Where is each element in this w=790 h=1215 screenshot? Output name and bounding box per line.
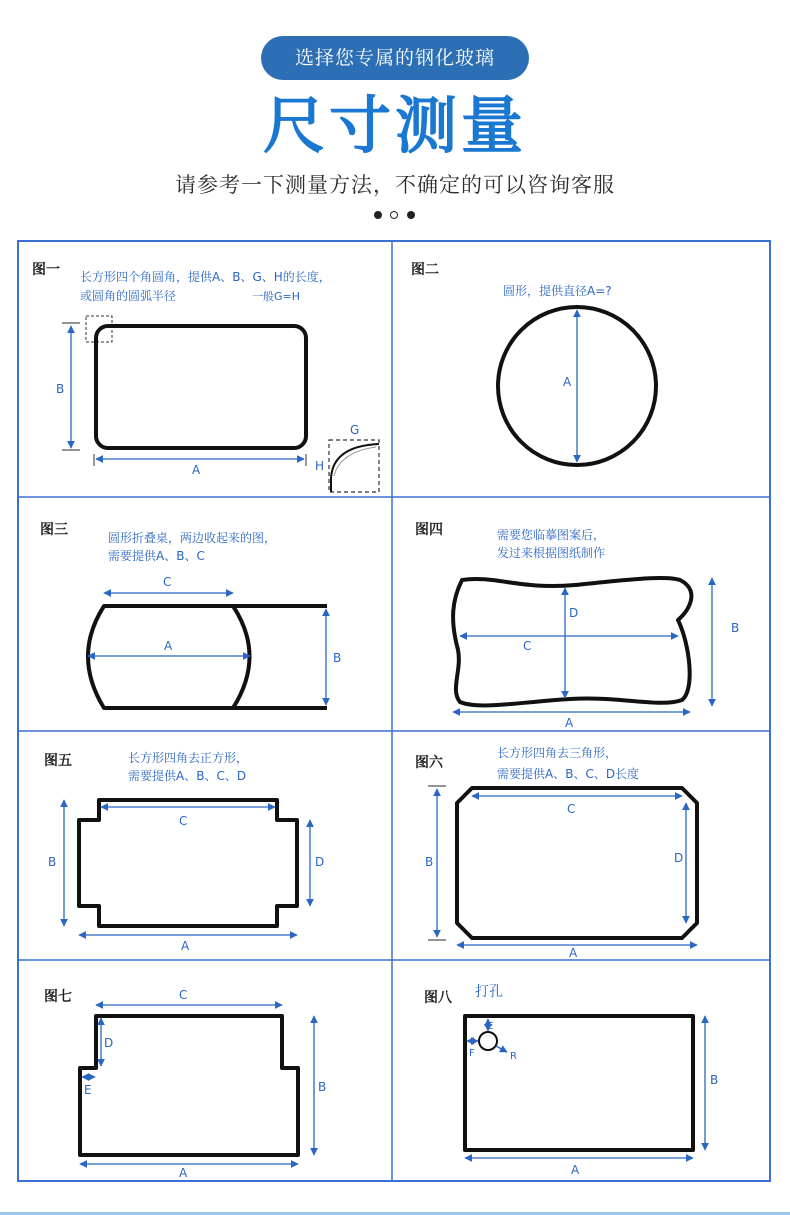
dimension-a-label: A [181,939,190,953]
drilled-panel-shape [465,1016,693,1150]
dimension-b-label: B [333,651,342,665]
panel-note-extra: 一般G=H [252,290,301,303]
dimension-a-label: A [565,716,574,730]
dimension-c-label: C [179,814,188,828]
panel-4 [415,521,739,730]
dimension-d-label: D [674,851,684,865]
dimension-a-label: A [192,463,201,477]
chamfered-rectangle-shape [457,788,697,938]
folding-table-shape [88,606,250,708]
header-pill: 选择您专属的钢化玻璃 [261,36,529,80]
panel-note: 需要提供A、B、C、D长度 [497,767,640,781]
page-subtitle: 请参考一下测量方法，不确定的可以咨询客服 [175,173,615,197]
panel-note: 需要提供A、B、C、D [128,769,247,783]
panel-6 [415,745,697,960]
rounded-rectangle-shape [96,326,306,448]
panel-label: 图五 [44,753,72,769]
dimension-d-label: D [569,606,579,620]
drill-hole-shape [479,1032,497,1050]
panel-label: 图七 [44,989,72,1005]
dimension-b-label: B [710,1073,719,1087]
dimension-a-label: A [569,946,578,960]
panel-8 [424,983,718,1177]
panel-7 [44,988,326,1180]
panel-label: 图八 [424,990,452,1006]
panel-note: 圆形，提供直径A=? [503,284,612,298]
dimension-c-label: C [163,575,172,589]
panel-note: 长方形四个角圆角，提供A、B、G、H的长度， [80,270,331,284]
panel-2 [411,261,656,465]
panel-3 [40,521,341,708]
corner-zoom-shape [331,444,379,492]
dimension-b-label: B [731,621,740,635]
dimension-a-label: A [164,639,173,653]
notched-rectangle-shape [79,800,297,926]
panel-note: 或圆角的圆弧半径 [80,289,177,303]
panel-note: 发过来根据图纸制作 [497,546,606,560]
dimension-r-arrow [496,1046,507,1052]
dimension-b-label: B [425,855,434,869]
panel-note: 需要提供A、B、C [108,549,205,563]
dimension-b-label: B [48,855,57,869]
panel-note: 需要您临摹图案后， [497,528,606,542]
dimension-a-label: A [571,1163,580,1177]
dimension-e-label: E [84,1083,92,1097]
dimension-f-label: F [469,1048,475,1059]
panel-1 [32,261,379,492]
panel-label: 图六 [415,755,443,771]
free-form-shape [453,578,691,706]
dimension-d-label: D [104,1036,114,1050]
dimension-r-label: R [510,1051,517,1062]
panel-label: 图一 [32,262,60,278]
dimension-b-label: B [318,1080,327,1094]
dimension-e-label: E [487,1021,494,1032]
dimension-d-label: D [315,855,325,869]
dimension-b-label: B [56,382,65,396]
dimension-h-label: H [315,459,325,473]
panel-note: 圆形折叠桌，两边收起来的图， [108,531,277,545]
dimension-a-label: A [563,375,572,389]
panel-note: 打孔 [475,984,503,1000]
dimension-g-label: G [350,423,360,437]
dimension-a-label: A [179,1166,188,1180]
panel-label: 图二 [411,262,439,278]
dimension-c-label: C [567,802,576,816]
panel-note: 长方形四角去三角形， [497,746,618,760]
folding-table-leaf [233,606,327,708]
dimension-c-label: C [179,988,188,1002]
panel-note: 长方形四角去正方形， [128,751,249,765]
panel-5 [44,750,324,953]
panel-label: 图三 [40,522,68,538]
panel-label: 图四 [415,522,443,538]
dimension-c-label: C [523,639,532,653]
page-title: 尺寸测量 [262,89,527,162]
